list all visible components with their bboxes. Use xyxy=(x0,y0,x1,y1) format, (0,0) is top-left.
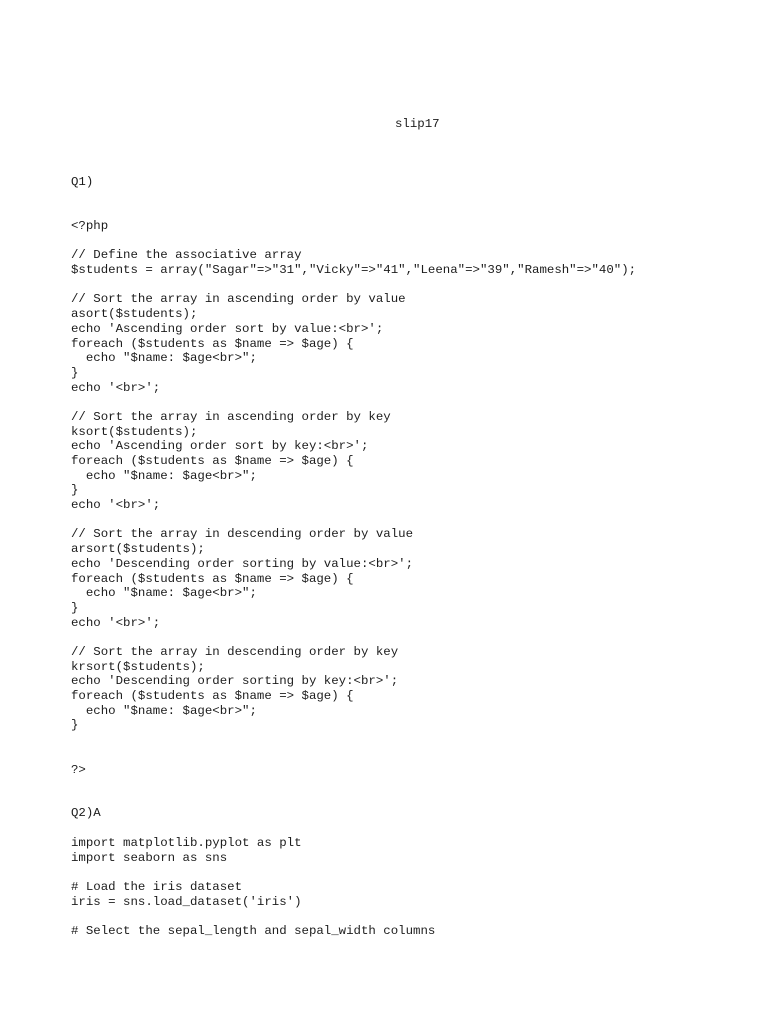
code-line: ksort($students); xyxy=(71,424,198,439)
question-2a-label: Q2)A xyxy=(71,806,101,820)
code-line: echo "$name: $age<br>"; xyxy=(71,703,257,718)
code-line: } xyxy=(71,718,79,733)
code-line xyxy=(71,909,435,924)
code-line: <?php xyxy=(71,219,109,233)
code-line: echo 'Descending order sorting by key:<br>'; xyxy=(71,674,399,689)
code-line xyxy=(71,234,636,249)
code-line: echo "$name: $age<br>"; xyxy=(71,468,257,483)
code-line: iris = sns.load_dataset('iris') xyxy=(71,894,302,909)
code-line: echo '<br>'; xyxy=(71,615,161,630)
code-line: // Define the associative array xyxy=(71,248,302,263)
code-line xyxy=(71,865,435,880)
code-line: foreach ($students as $name => $age) { xyxy=(71,571,354,586)
code-line xyxy=(71,278,636,293)
code-line: import seaborn as sns xyxy=(71,850,228,865)
question-1-label: Q1) xyxy=(71,175,94,189)
code-line: krsort($students); xyxy=(71,659,205,674)
code-line: foreach ($students as $name => $age) { xyxy=(71,454,354,468)
code-line: asort($students); xyxy=(71,307,198,322)
code-line: echo 'Descending order sorting by value:<br>'; xyxy=(71,556,414,571)
code-line: echo '<br>'; xyxy=(71,498,161,513)
code-line: } xyxy=(71,600,79,615)
code-line xyxy=(71,513,636,528)
code-line: $students = array("Sagar"=>"31","Vicky"=>"41","Leena"=>"39","Ramesh"=>"40"); xyxy=(71,263,637,278)
code-line: arsort($students); xyxy=(71,542,205,557)
code-line: import matplotlib.pyplot as plt xyxy=(71,836,302,850)
php-code-block xyxy=(71,219,636,733)
code-line: # Select the sepal_length and sepal_width columns xyxy=(71,924,436,939)
code-line: foreach ($students as $name => $age) { xyxy=(71,336,354,351)
php-close-tag: ?> xyxy=(71,763,86,777)
code-line: // Sort the array in descending order by value xyxy=(71,527,414,542)
code-line: } xyxy=(71,483,79,498)
code-line xyxy=(71,395,636,410)
code-line: echo '<br>'; xyxy=(71,380,161,395)
code-line: } xyxy=(71,365,79,380)
code-line: // Sort the array in ascending order by key xyxy=(71,409,391,424)
code-line: // Sort the array in descending order by key xyxy=(71,644,399,659)
code-line: echo 'Ascending order sort by key:<br>'; xyxy=(71,439,369,454)
code-line: # Load the iris dataset xyxy=(71,880,243,895)
code-line: echo 'Ascending order sort by value:<br>'; xyxy=(71,321,384,336)
code-line: echo "$name: $age<br>"; xyxy=(71,351,257,366)
document-title: slip17 xyxy=(395,117,440,131)
code-line: // Sort the array in ascending order by value xyxy=(71,292,406,307)
python-code-block xyxy=(71,836,435,939)
code-line: foreach ($students as $name => $age) { xyxy=(71,689,354,703)
code-line: echo "$name: $age<br>"; xyxy=(71,586,257,601)
code-line xyxy=(71,630,636,645)
